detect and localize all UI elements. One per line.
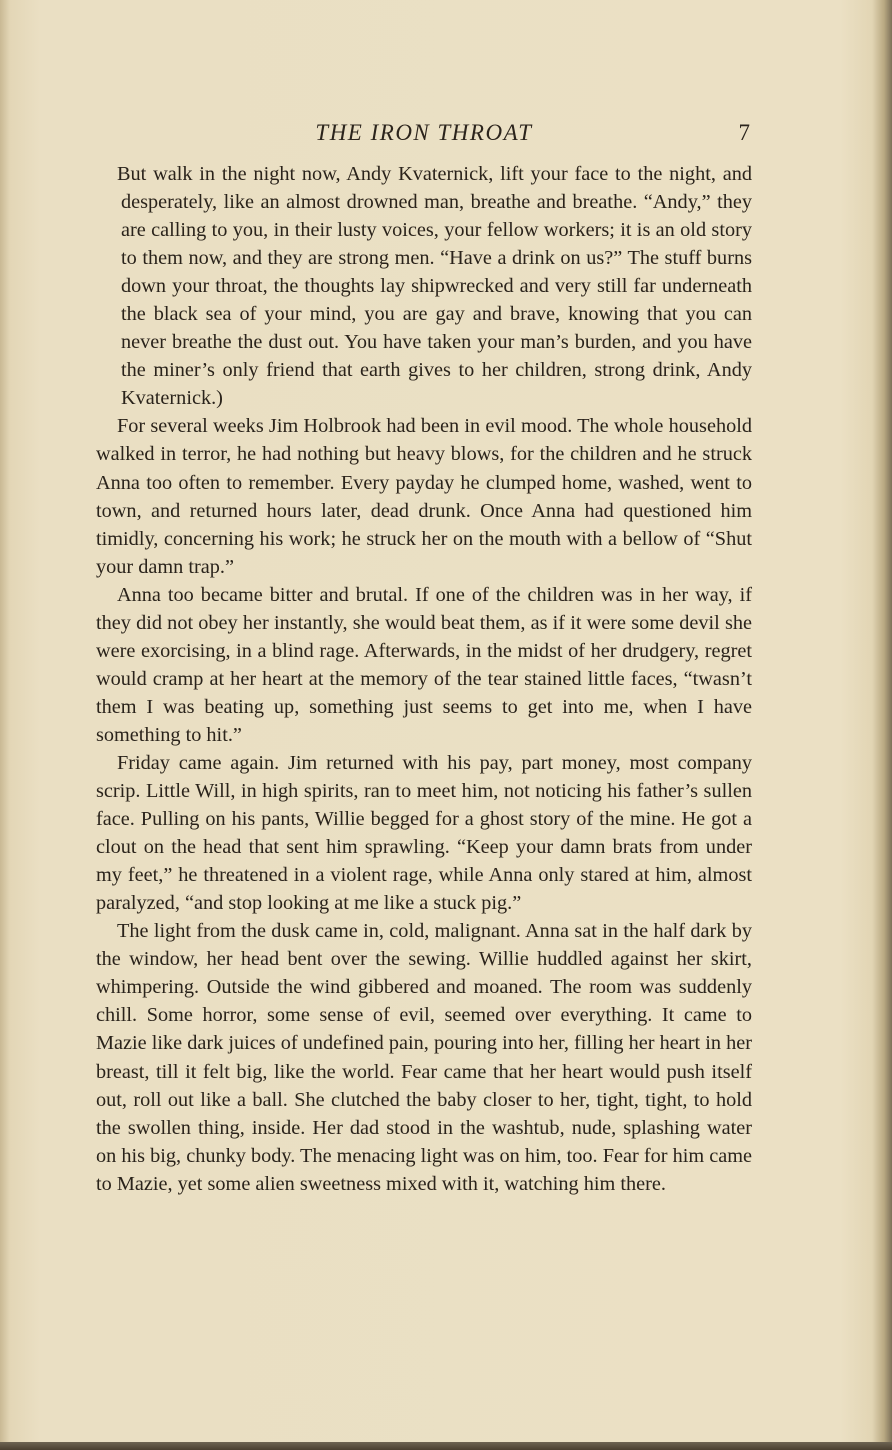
paragraph: But walk in the night now, Andy Kvaternick, lift your face to the night, and desperately, like an almost drowned man, breathe and breathe. “Andy,” they are calling to you, in their lusty voices, your fellow workers; it is an old story to them now, and they are strong men. “Have a drink on us?” The stuff burns down your throat, the thoughts lay shipwrecked and very still far underneath the black sea of your mind, you are gay and brave, knowing that you can never breathe the dust out. You have taken your man’s burden, and you have the miner’s only friend that earth gives to her children, strong drink, Andy Kvaternick.) bbox=[117, 163, 752, 410]
page-bottom-edge bbox=[0, 1442, 892, 1450]
paragraph: For several weeks Jim Holbrook had been in evil mood. The whole household walked in terror, he had nothing but heavy blows, for the children and he struck Anna too often to remember. Every payday he clumped home, washed, went to town, and returned hours later, dead drunk. Once Anna had questioned him timidly, concerning his work; he struck her on the mouth with a bellow of “Shut your damn trap.” bbox=[96, 415, 752, 578]
paragraph: Friday came again. Jim returned with his pay, part money, most company scrip. Little Will, in high spirits, ran to meet him, not noticing his father’s sullen face. Pulling on his pants, Willie begged for a ghost story of the mine. He got a clout on the head that sent him sprawling. “Keep your damn brats from under my feet,” he threatened in a violent rage, while Anna only stared at him, almost paralyzed, “and stop looking at me like a stuck pig.” bbox=[96, 751, 752, 915]
paragraph: Anna too became bitter and brutal. If one of the children was in her way, if they did not obey her instantly, she would beat them, as if it were some devil she were exorcising, in a blind rage. Afterwards, in the midst of her drudgery, regret would cramp at her heart at the memory of the tear stained little faces, “twasn’t them I was beating up, something just seems to get into me, when I have something to hit.” bbox=[96, 583, 752, 746]
paragraph: The light from the dusk came in, cold, malignant. Anna sat in the half dark by the window, her head bent over the sewing. Willie huddled against her skirt, whimpering. Outside the wind gibbered and moaned. The room was suddenly chill. Some horror, some sense of evil, seemed over everything. It came to Mazie like dark juices of undefined pain, pouring into her, filling her heart in her breast, till it felt big, like the world. Fear came that her heart would push itself out, roll out like a ball. She clutched the baby closer to her, tight, tight, to hold the swollen thing, inside. Her dad stood in the washtub, nude, splashing water on his big, chunky body. The menacing light was on him, too. Fear for him came to Mazie, yet some alien sweetness mixed with it, watching him there. bbox=[96, 920, 752, 1195]
body-text bbox=[96, 160, 752, 1198]
page-header bbox=[96, 120, 752, 150]
page-number: 7 bbox=[738, 120, 750, 145]
running-title: THE IRON THROAT bbox=[315, 120, 533, 145]
